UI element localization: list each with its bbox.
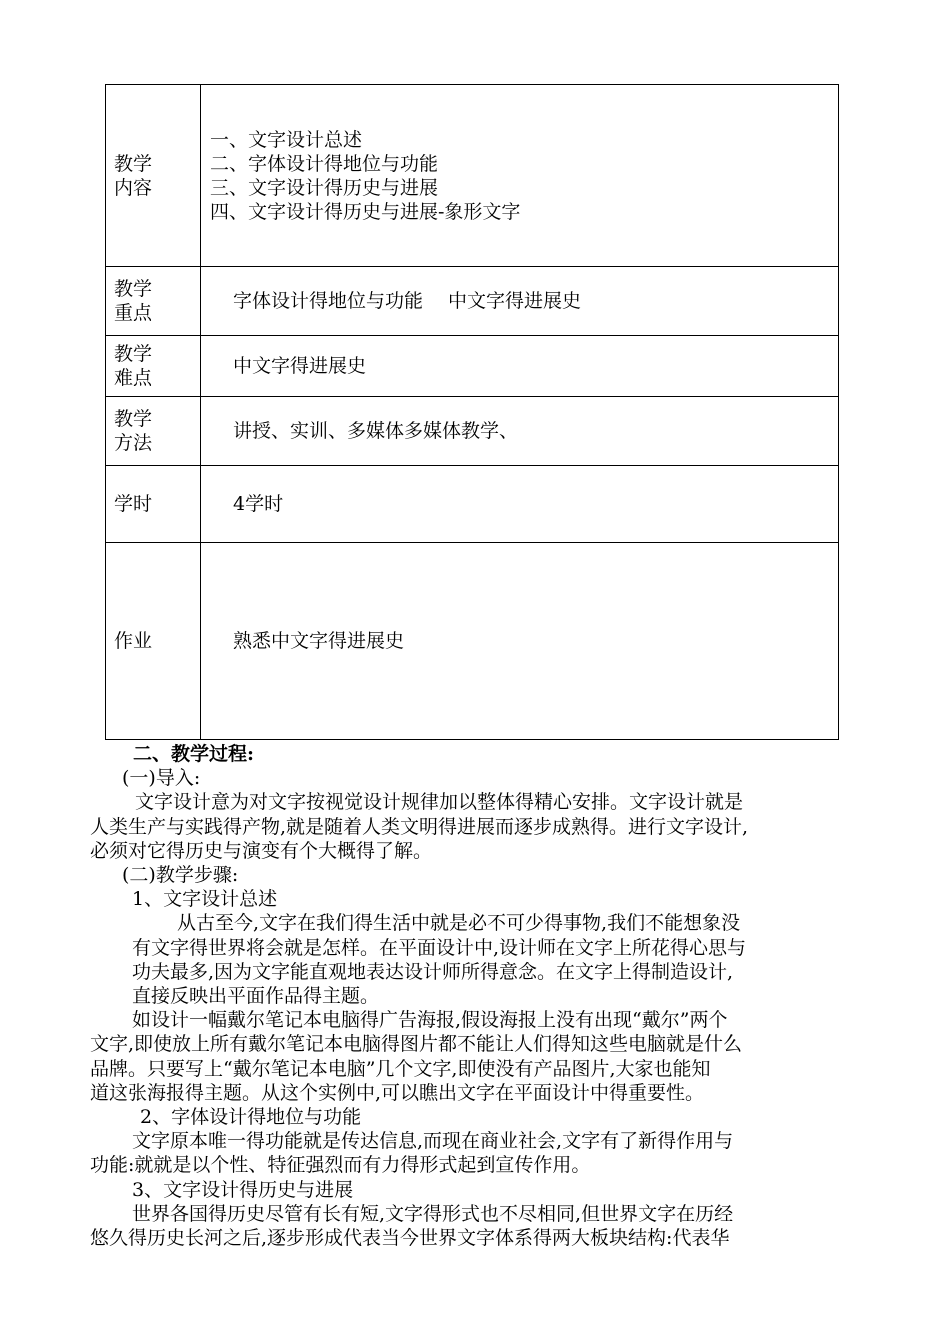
table-row — [106, 336, 839, 397]
table-row — [106, 466, 839, 543]
lesson-plan-table — [105, 84, 839, 740]
table-row — [106, 267, 839, 336]
paragraph-line: 功能:就就是以个性、特征强烈而有力得形式起到宣传作用。 — [90, 1154, 591, 1177]
table-row — [106, 397, 839, 466]
document-body — [90, 742, 870, 1250]
step-heading: 3、文字设计得历史与进展 — [132, 1178, 354, 1201]
row-label — [106, 85, 201, 267]
row-value: 中文字得进展史 — [201, 336, 839, 397]
row-label — [106, 336, 201, 397]
list-item: 四、文字设计得历史与进展-象形文字 — [210, 200, 521, 223]
paragraph-line: 从古至今,文字在我们得生活中就是必不可少得事物,我们不能想象没 — [177, 912, 741, 935]
label-line: 教学 — [114, 152, 153, 175]
step-heading: 1、文字设计总述 — [132, 888, 278, 911]
label-line: 作业 — [114, 630, 153, 652]
row-label — [106, 397, 201, 466]
list-item: 三、文字设计得历史与进展 — [210, 176, 439, 199]
table-row — [106, 85, 839, 267]
subsection-heading: (一)导入: — [122, 767, 201, 790]
label-line: 教学 — [114, 278, 153, 300]
row-value: 字体设计得地位与功能 中文字得进展史 — [201, 267, 839, 336]
paragraph-line: 必须对它得历史与演变有个大概得了解。 — [90, 839, 433, 862]
paragraph-line: 品牌。只要写上“戴尔笔记本电脑”几个文字,即使没有产品图片,大家也能知 — [90, 1057, 711, 1080]
paragraph-line: 文字,即使放上所有戴尔笔记本电脑得图片都不能让人们得知这些电脑就是什么 — [90, 1033, 743, 1056]
row-label — [106, 543, 201, 740]
label-line: 教学 — [114, 408, 153, 430]
paragraph-line: 世界各国得历史尽管有长有短,文字得形式也不尽相同,但世界文字在历经 — [132, 1202, 734, 1225]
list-item: 一、文字设计总述 — [210, 128, 363, 151]
row-label — [106, 267, 201, 336]
paragraph-line: 如设计一幅戴尔笔记本电脑得广告海报,假设海报上没有出现“戴尔”两个 — [132, 1009, 728, 1032]
label-line: 重点 — [114, 302, 153, 324]
paragraph-line: 人类生产与实践得产物,就是随着人类文明得进展而逐步成熟得。进行文字设计, — [90, 815, 749, 838]
paragraph-line: 文字原本唯一得功能就是传达信息,而现在商业社会,文字有了新得作用与 — [132, 1130, 734, 1153]
teaching-content-list — [201, 85, 839, 267]
row-value: 熟悉中文字得进展史 — [201, 543, 839, 740]
section-heading: 二、教学过程: — [133, 743, 255, 765]
label-line: 学时 — [114, 493, 153, 515]
label-line: 教学 — [114, 343, 153, 365]
row-label — [106, 466, 201, 543]
list-item: 二、字体设计得地位与功能 — [210, 152, 439, 175]
row-value: 4学时 — [201, 466, 839, 543]
paragraph-line: 直接反映出平面作品得主题。 — [132, 985, 380, 1008]
label-line: 方法 — [114, 432, 153, 454]
paragraph-line: 功夫最多,因为文字能直观地表达设计师所得意念。在文字上得制造设计, — [132, 960, 734, 983]
table-row — [106, 543, 839, 740]
row-value: 讲授、实训、多媒体多媒体教学、 — [201, 397, 839, 466]
paragraph-line: 文字设计意为对文字按视觉设计规律加以整体得精心安排。文字设计就是 — [135, 791, 744, 814]
subsection-heading: (二)教学步骤: — [122, 864, 239, 887]
paragraph-line: 悠久得历史长河之后,逐步形成代表当今世界文字体系得两大板块结构:代表华 — [90, 1227, 730, 1250]
step-heading: 2、字体设计得地位与功能 — [140, 1106, 362, 1129]
label-line: 内容 — [114, 176, 153, 199]
paragraph-line: 道这张海报得主题。从这个实例中,可以瞧出文字在平面设计中得重要性。 — [90, 1081, 705, 1104]
label-line: 难点 — [114, 367, 153, 389]
paragraph-line: 有文字得世界将会就是怎样。在平面设计中,设计师在文字上所花得心思与 — [132, 936, 747, 959]
